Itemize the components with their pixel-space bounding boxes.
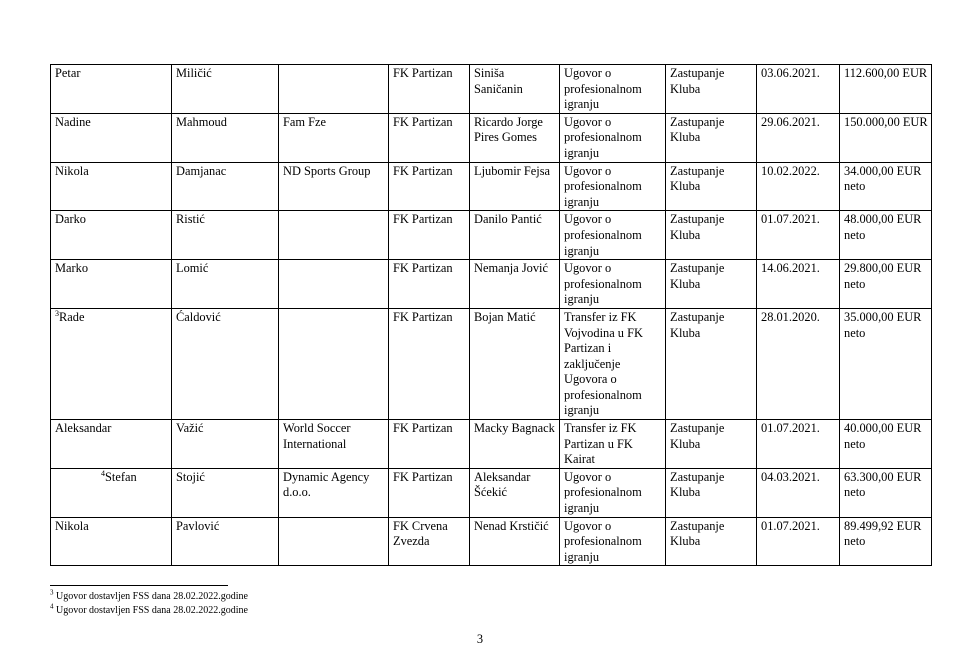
club-cell: FK Partizan (389, 113, 470, 162)
amount-cell: 63.300,00 EUR neto (840, 468, 932, 517)
role-cell: Zastupanje Kluba (666, 113, 757, 162)
date-cell: 04.03.2021. (757, 468, 840, 517)
club-cell: FK Partizan (389, 468, 470, 517)
agency-cell (279, 65, 389, 114)
role-cell: Zastupanje Kluba (666, 65, 757, 114)
agency-cell (279, 211, 389, 260)
agency-cell: Fam Fze (279, 113, 389, 162)
first-name-cell: Nikola (51, 517, 172, 566)
first-name-cell: Nikola (51, 162, 172, 211)
date-cell: 01.07.2021. (757, 211, 840, 260)
agency-cell (279, 517, 389, 566)
first-name-cell: Petar (51, 65, 172, 114)
player-cell: Ljubomir Fejsa (470, 162, 560, 211)
role-cell: Zastupanje Kluba (666, 260, 757, 309)
date-cell: 10.02.2022. (757, 162, 840, 211)
amount-cell: 34.000,00 EUR neto (840, 162, 932, 211)
table-row (51, 211, 932, 260)
contract-cell: Ugovor o profesionalnom igranju (560, 65, 666, 114)
player-cell: Aleksandar Šćekić (470, 468, 560, 517)
table-row (51, 308, 932, 419)
agency-cell: Dynamic Agency d.o.o. (279, 468, 389, 517)
club-cell: FK Partizan (389, 260, 470, 309)
date-cell: 01.07.2021. (757, 420, 840, 469)
amount-cell: 150.000,00 EUR (840, 113, 932, 162)
amount-cell: 29.800,00 EUR neto (840, 260, 932, 309)
footnotes (50, 590, 248, 618)
table-row (51, 420, 932, 469)
player-cell: Ricardo Jorge Pires Gomes (470, 113, 560, 162)
player-cell: Danilo Pantić (470, 211, 560, 260)
last-name-cell: Pavlović (172, 517, 279, 566)
footnote-marker: 3 (55, 308, 59, 318)
club-cell: FK Partizan (389, 162, 470, 211)
date-cell: 28.01.2020. (757, 308, 840, 419)
agency-cell: ND Sports Group (279, 162, 389, 211)
first-name-cell: $^3$Rade (51, 308, 172, 419)
date-cell: 01.07.2021. (757, 517, 840, 566)
last-name-cell: Ristić (172, 211, 279, 260)
role-cell: Zastupanje Kluba (666, 420, 757, 469)
last-name-cell: Lomić (172, 260, 279, 309)
last-name-cell: Važić (172, 420, 279, 469)
table-row (51, 162, 932, 211)
page-number: 3 (476, 632, 484, 646)
footnote-separator (50, 585, 228, 586)
date-cell: 03.06.2021. (757, 65, 840, 114)
date-cell: 14.06.2021. (757, 260, 840, 309)
contract-cell: Transfer iz FK Vojvodina u FK Partizan i zaključenje Ugovora o profesionalnom igranju (560, 308, 666, 419)
agency-cell (279, 308, 389, 419)
role-cell: Zastupanje Kluba (666, 211, 757, 260)
role-cell: Zastupanje Kluba (666, 468, 757, 517)
agency-cell: World Soccer International (279, 420, 389, 469)
first-name-cell: Darko (51, 211, 172, 260)
contract-cell: Transfer iz FK Partizan u FK Kairat (560, 420, 666, 469)
amount-cell: 112.600,00 EUR (840, 65, 932, 114)
contract-cell: Ugovor o profesionalnom igranju (560, 468, 666, 517)
contract-cell: Ugovor o profesionalnom igranju (560, 517, 666, 566)
date-cell: 29.06.2021. (757, 113, 840, 162)
last-name-cell: Damjanac (172, 162, 279, 211)
amount-cell: 48.000,00 EUR neto (840, 211, 932, 260)
footnote: $^4$ Ugovor dostavljen FSS dana 28.02.2022.godine (50, 602, 248, 616)
club-cell: FK Partizan (389, 420, 470, 469)
contracts-table (50, 64, 932, 566)
first-name-cell: Aleksandar (51, 420, 172, 469)
role-cell: Zastupanje Kluba (666, 162, 757, 211)
table-row (51, 65, 932, 114)
table-row (51, 113, 932, 162)
player-cell: Bojan Matić (470, 308, 560, 419)
footnote-marker: 4 (101, 468, 105, 478)
table-row (51, 260, 932, 309)
role-cell: Zastupanje Kluba (666, 308, 757, 419)
club-cell: FK Crvena Zvezda (389, 517, 470, 566)
player-cell: Siniša Saničanin (470, 65, 560, 114)
contract-cell: Ugovor o profesionalnom igranju (560, 113, 666, 162)
player-cell: Nenad Krstičić (470, 517, 560, 566)
role-cell: Zastupanje Kluba (666, 517, 757, 566)
player-cell: Nemanja Jović (470, 260, 560, 309)
footnote: $^3$ Ugovor dostavljen FSS dana 28.02.2022.godine (50, 588, 248, 602)
table-row (51, 468, 932, 517)
club-cell: FK Partizan (389, 308, 470, 419)
club-cell: FK Partizan (389, 211, 470, 260)
contract-cell: Ugovor o profesionalnom igranju (560, 162, 666, 211)
agency-cell (279, 260, 389, 309)
contract-cell: Ugovor o profesionalnom igranju (560, 260, 666, 309)
club-cell: FK Partizan (389, 65, 470, 114)
amount-cell: 35.000,00 EUR neto (840, 308, 932, 419)
last-name-cell: Ćaldović (172, 308, 279, 419)
last-name-cell: Miličić (172, 65, 279, 114)
amount-cell: 89.499,92 EUR neto (840, 517, 932, 566)
contract-cell: Ugovor o profesionalnom igranju (560, 211, 666, 260)
last-name-cell: Stojić (172, 468, 279, 517)
amount-cell: 40.000,00 EUR neto (840, 420, 932, 469)
player-cell: Macky Bagnack (470, 420, 560, 469)
last-name-cell: Mahmoud (172, 113, 279, 162)
table-row (51, 517, 932, 566)
first-name-cell: Nadine (51, 113, 172, 162)
first-name-cell: $^4$Stefan (51, 468, 172, 517)
first-name-cell: Marko (51, 260, 172, 309)
